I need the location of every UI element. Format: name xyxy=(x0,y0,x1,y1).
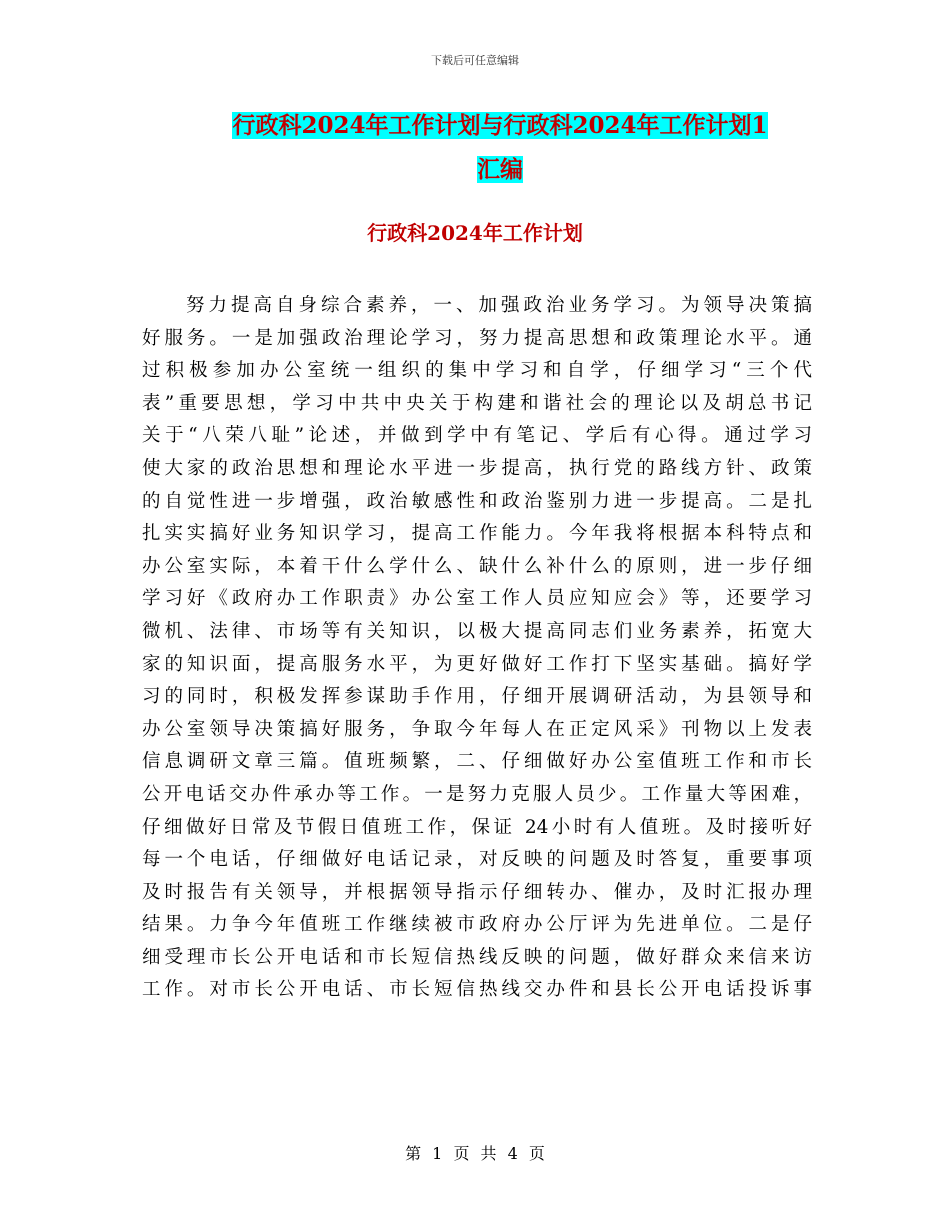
body-line: 努力提高自身综合素养，一、加强政治业务学习。为领导决策搞 xyxy=(186,295,812,316)
body-line: 信息调研文章三篇。值班频繁，二、仔细做好办公室值班工作和市长 xyxy=(142,751,812,773)
body-line: 过积极参加办公室统一组织的集中学习和自学，仔细学习“三个代 xyxy=(142,360,812,382)
body-line: 公开电话交办件承办等工作。一是努力克服人员少。工作量大等困难， xyxy=(142,783,812,805)
body-line: 关于“八荣八耻”论述，并做到学中有笔记、学后有心得。通过学习 xyxy=(142,425,812,447)
body-line: 扎实实搞好业务知识学习，提高工作能力。今年我将根据本科特点和 xyxy=(142,523,812,545)
document-title-line-2: 汇编 xyxy=(477,156,523,183)
document-title xyxy=(150,104,850,192)
body-line: 使大家的政治思想和理论水平进一步提高，执行党的路线方针、政策 xyxy=(142,457,812,479)
body-paragraph xyxy=(142,290,812,1007)
body-line: 工作。对市长公开电话、市长短信热线交办件和县长公开电话投诉事 xyxy=(142,979,812,1001)
body-line: 好服务。一是加强政治理论学习，努力提高思想和政策理论水平。通 xyxy=(142,327,812,349)
body-line: 结果。力争今年值班工作继续被市政府办公厅评为先进单位。二是仔 xyxy=(142,914,812,936)
page-number: 第 1 页 共 4 页 xyxy=(405,1144,545,1163)
body-line: 细受理市长公开电话和市长短信热线反映的问题，做好群众来信来访 xyxy=(142,946,812,968)
body-line: 学习好《政府办工作职责》办公室工作人员应知应会》等，还要学习 xyxy=(142,588,812,610)
section-title: 行政科2024年工作计划 xyxy=(367,221,583,245)
body-line: 的自觉性进一步增强，政治敏感性和政治鉴别力进一步提高。二是扎 xyxy=(142,490,812,512)
body-line: 仔细做好日常及节假日值班工作，保证 24小时有人值班。及时接听好 xyxy=(142,816,812,838)
body-line: 微机、法律、市场等有关知识，以极大提高同志们业务素养，拓宽大 xyxy=(142,620,812,642)
body-line: 每一个电话，仔细做好电话记录，对反映的问题及时答复，重要事项 xyxy=(142,849,812,871)
body-line: 习的同时，积极发挥参谋助手作用，仔细开展调研活动，为县领导和 xyxy=(142,686,812,708)
body-line: 表”重要思想，学习中共中央关于构建和谐社会的理论以及胡总书记 xyxy=(142,392,812,414)
document-title-line-1: 行政科2024年工作计划与行政科2024年工作计划1 xyxy=(232,112,768,139)
body-line: 办公室实际，本着干什么学什么、缺什么补什么的原则，进一步仔细 xyxy=(142,555,812,577)
body-line: 办公室领导决策搞好服务，争取今年每人在正定风采》刊物以上发表 xyxy=(142,718,812,740)
body-line: 及时报告有关领导，并根据领导指示仔细转办、催办，及时汇报办理 xyxy=(142,881,812,903)
page-header-note: 下载后可任意编辑 xyxy=(431,54,519,67)
body-line: 家的知识面，提高服务水平，为更好做好工作打下坚实基础。搞好学 xyxy=(142,653,812,675)
